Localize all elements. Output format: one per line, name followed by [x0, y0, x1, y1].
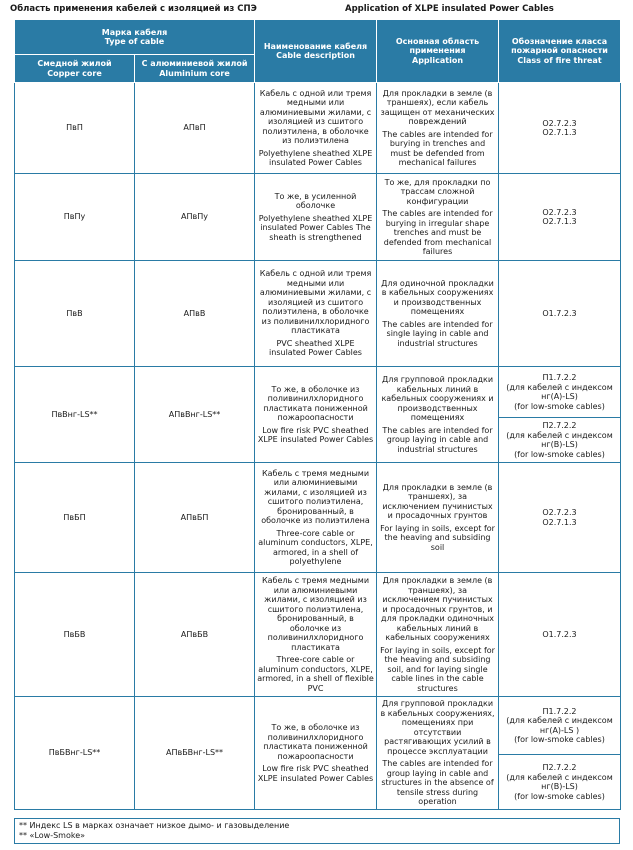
fire-cell: О2.7.2.3 О2.7.1.3 [499, 83, 621, 174]
table-row [15, 367, 621, 418]
copper-cell: ПвБП [15, 463, 135, 573]
fire-cell: О2.7.2.3 О2.7.1.3 [499, 463, 621, 573]
app-cell: Для одиночной прокладки в кабельных сооружениях и производственных помещениях The cables are intended for single laying in cable and industrial structures [377, 261, 499, 367]
footnote [14, 818, 620, 844]
table-row [15, 463, 621, 573]
desc-cell: То же, в оболочке из поливинилхлоридного пластиката пониженной пожароопасности Low fire risk PVC sheathed XLPE insulated Power Cables [255, 697, 377, 810]
alu-cell: АПвВнг-LS** [135, 367, 255, 463]
app-cell: То же, для прокладки по трассам сложной конфигурации The cables are intended for burying in irregular shape trenches and must be defended from mechanical failures [377, 174, 499, 261]
table-row [15, 573, 621, 697]
desc-cell: Кабель с одной или тремя медными или алюминиевыми жилами, с изоляцией из сшитого полиэтилена, в оболочке из поливинилхлоридного пластиката PVC sheathed XLPE insulated Power Cables [255, 261, 377, 367]
header-brand: Марка кабеля Type of cable [15, 20, 255, 55]
copper-cell: ПвВнг-LS** [15, 367, 135, 463]
header-fire-class: Обозначение класса пожарной опасности Class of fire threat [499, 20, 621, 83]
title-en: Application of XLPE insulated Power Cables [345, 4, 554, 14]
header-application: Основная область применения Application [377, 20, 499, 83]
copper-cell: ПвПу [15, 174, 135, 261]
fire-cell: О1.7.2.3 [499, 261, 621, 367]
desc-cell: Кабель с одной или тремя медными или алюминиевыми жилами, с изоляцией из сшитого полиэтилена, в оболочке из полиэтилена Polyethylene sheathed XLPE insulated Power Cables [255, 83, 377, 174]
copper-cell: ПвБВ [15, 573, 135, 697]
desc-cell: То же, в усиленной оболочке Polyethylene sheathed XLPE insulated Power Cables The sheath is strengthened [255, 174, 377, 261]
table-row [15, 261, 621, 367]
desc-cell: Кабель с тремя медными или алюминиевыми жилами, с изоляцией из сшитого полиэтилена, бронированный, в оболочке из полиэтилена Three-core cable or aluminum conductors, XLPE, armored, in a shell of polyethylene [255, 463, 377, 573]
footnote-line-1: ** Индекс LS в марках означает низкое дымо- и газовыделение [19, 821, 290, 830]
table-row [15, 83, 621, 174]
fire-cell: О2.7.2.3 О2.7.1.3 [499, 174, 621, 261]
cable-table [14, 19, 621, 810]
header-copper: Смедной жилой Copper core [15, 55, 135, 83]
alu-cell: АПвП [135, 83, 255, 174]
table-row [15, 697, 621, 755]
desc-cell: То же, в оболочке из поливинилхлоридного пластиката пониженной пожароопасности Low fire risk PVC sheathed XLPE insulated Power Cables [255, 367, 377, 463]
copper-cell: ПвБВнг-LS** [15, 697, 135, 810]
copper-cell: ПвП [15, 83, 135, 174]
header-aluminium: С алюминиевой жилой Aluminium core [135, 55, 255, 83]
fire-cell: О1.7.2.3 [499, 573, 621, 697]
app-cell: Для прокладки в земле (в траншеях), за исключением пучинистых и просадочных грунтов, и для прокладки одиночных кабельных линий в кабельных сооружениях For laying in soils, except for the heaving and subsiding soil, and for laying single cable lines in the cable structures [377, 573, 499, 697]
copper-cell: ПвВ [15, 261, 135, 367]
fire-cell-b: П2.7.2.2 (для кабелей с индексом нг(В)-LS) (for low-smoke cables) [499, 755, 621, 810]
app-cell: Для прокладки в земле (в траншеях), если кабель защищен от механических повреждений The cables are intended for burying in trenches and must be defended from mechanical failures [377, 83, 499, 174]
fire-cell-a: П1.7.2.2 (для кабелей с индексом нг(А)-LS) (for low-smoke cables) [499, 367, 621, 418]
header-description: Наименование кабеля Cable description [255, 20, 377, 83]
fire-cell-b: П2.7.2.2 (для кабелей с индексом нг(В)-LS) (for low-smoke cables) [499, 418, 621, 463]
app-cell: Для прокладки в земле (в траншеях), за исключением пучинистых и просадочных грунтов For laying in soils, except for the heaving and subsiding soil [377, 463, 499, 573]
alu-cell: АПвБП [135, 463, 255, 573]
page-header [0, 0, 633, 18]
desc-cell: Кабель с тремя медными или алюминиевыми жилами, с изоляцией из сшитого полиэтилена, бронированный, в оболочке из поливинилхлоридного пластиката Three-core cable or aluminum conductors, XLPE, armored, in a shell of flexible PVC [255, 573, 377, 697]
title-ru: Область применения кабелей с изоляцией из СПЭ [10, 4, 257, 14]
footnote-line-2: ** «Low-Smoke» [19, 831, 86, 840]
alu-cell: АПвПу [135, 174, 255, 261]
table-row [15, 174, 621, 261]
alu-cell: АПвБВ [135, 573, 255, 697]
app-cell: Для групповой прокладки в кабельных сооружениях, помещениях при отсутствии растягивающих усилий в процессе эксплуатации The cables are intended for group laying in cable and structures in the absence of tensile stress during operation [377, 697, 499, 810]
fire-cell-a: П1.7.2.2 (для кабелей с индексом нг(А)-LS ) (for low-smoke cables) [499, 697, 621, 755]
app-cell: Для групповой прокладки кабельных линий в кабельных сооружениях и производственных помещениях The cables are intended for group laying in cable and industrial structures [377, 367, 499, 463]
alu-cell: АПвВ [135, 261, 255, 367]
alu-cell: АПвБВнг-LS** [135, 697, 255, 810]
